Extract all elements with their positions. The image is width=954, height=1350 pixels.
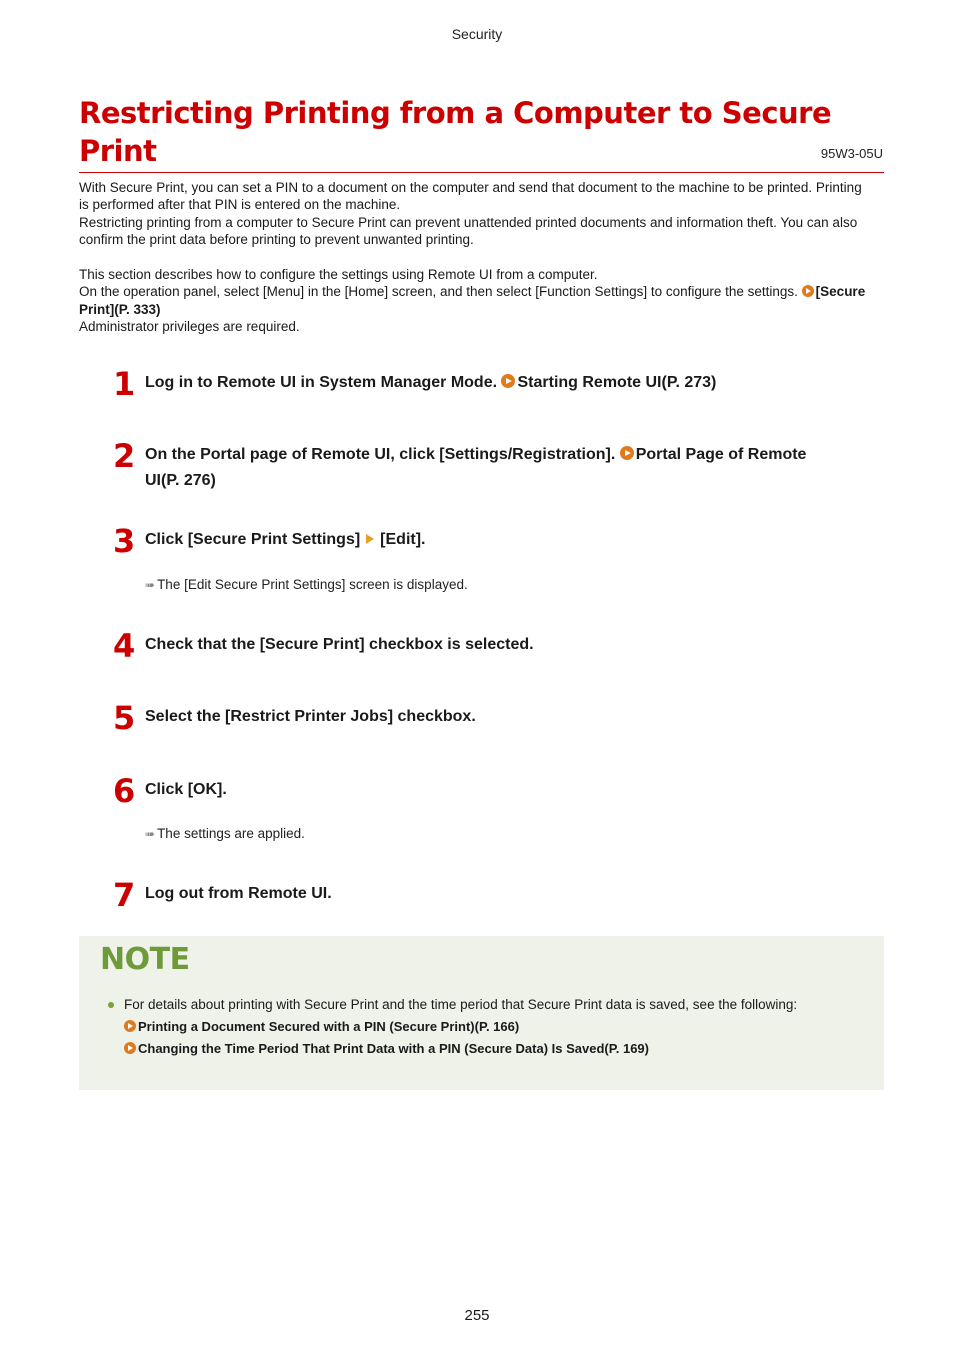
note-title: NOTE <box>100 942 190 977</box>
triangle-right-icon <box>366 534 374 544</box>
step-text: Select the [Restrict Printer Jobs] checkbox. <box>145 708 476 725</box>
step-text: Log in to Remote UI in System Manager Mode. <box>145 374 502 391</box>
intro-paragraph-3: This section describes how to configure the settings using Remote UI from a computer. <box>79 267 598 283</box>
step-text: On the Portal page of Remote UI, click [Settings/Registration]. <box>145 446 620 463</box>
intro-paragraph-5: Administrator privileges are required. <box>79 319 300 335</box>
step-5 <box>113 699 843 737</box>
bullet-dot-icon <box>108 1002 114 1008</box>
note-link-row <box>124 1016 844 1038</box>
note-link-row <box>124 1038 844 1060</box>
result-text: The settings are applied. <box>157 826 305 841</box>
result-text: The [Edit Secure Print Settings] screen is displayed. <box>157 577 468 592</box>
step-number: 3 <box>113 522 136 560</box>
step-6-result <box>145 826 305 841</box>
step-text: Check that the [Secure Print] checkbox is selected. <box>145 636 534 653</box>
step-number: 4 <box>113 627 136 665</box>
portal-page-link[interactable]: Portal Page of Remote UI(P. 276) <box>145 446 807 489</box>
step-number: 2 <box>113 437 136 475</box>
document-id: 95W3-05U <box>820 146 883 161</box>
step-1 <box>113 365 843 403</box>
step-text-a: Click [Secure Print Settings] <box>145 531 361 548</box>
note-body <box>124 994 844 1060</box>
spacer <box>79 249 869 266</box>
step-text: Log out from Remote UI. <box>145 885 332 902</box>
secure-print-link[interactable]: [Secure Print](P. 333) <box>79 284 866 317</box>
step-text: Click [OK]. <box>145 781 227 798</box>
step-6 <box>113 772 843 810</box>
note-box <box>79 936 884 1090</box>
intro-text <box>79 179 869 336</box>
intro-paragraph-2: Restricting printing from a computer to Secure Print can prevent unattended printed documents and information theft. You can also confirm the print data before printing to prevent unwanted printing. <box>79 214 858 248</box>
step-number: 1 <box>113 365 136 403</box>
circle-arrow-right-icon <box>124 1042 136 1054</box>
circle-arrow-right-icon <box>124 1020 136 1032</box>
step-3-result <box>145 577 468 592</box>
intro-paragraph-1: With Secure Print, you can set a PIN to a document on the computer and send that document to the machine to be printed. Printing is performed after that PIN is entered on the machine. <box>79 180 862 213</box>
intro-paragraph-4-text: On the operation panel, select [Menu] in the [Home] screen, and then select [Function Settings] to configure the settings. <box>79 284 802 300</box>
step-3 <box>113 522 843 560</box>
circle-arrow-right-icon <box>802 285 814 297</box>
result-arrow-icon: ➠ <box>145 578 156 592</box>
note-link-secure-data[interactable]: Changing the Time Period That Print Data with a PIN (Secure Data) Is Saved(P. 169) <box>138 1041 649 1056</box>
starting-remote-ui-link[interactable]: Starting Remote UI(P. 273) <box>517 374 717 391</box>
page-title: Restricting Printing from a Computer to Secure Print <box>79 94 884 173</box>
note-link-secure-print[interactable]: Printing a Document Secured with a PIN (Secure Print)(P. 166) <box>138 1019 520 1034</box>
circle-arrow-right-icon <box>501 374 515 388</box>
circle-arrow-right-icon <box>620 446 634 460</box>
step-number: 7 <box>113 876 136 914</box>
step-2 <box>113 437 843 494</box>
intro-paragraph-4 <box>79 283 869 318</box>
step-7 <box>113 876 843 914</box>
page-header-section: Security <box>451 26 503 42</box>
step-number: 5 <box>113 699 136 737</box>
result-arrow-icon: ➠ <box>145 827 156 841</box>
note-text: For details about printing with Secure Print and the time period that Secure Print data is saved, see the following: <box>124 997 798 1012</box>
step-text-b: [Edit]. <box>380 531 426 548</box>
step-4 <box>113 627 843 665</box>
page-number: 255 <box>464 1307 490 1324</box>
step-number: 6 <box>113 772 136 810</box>
